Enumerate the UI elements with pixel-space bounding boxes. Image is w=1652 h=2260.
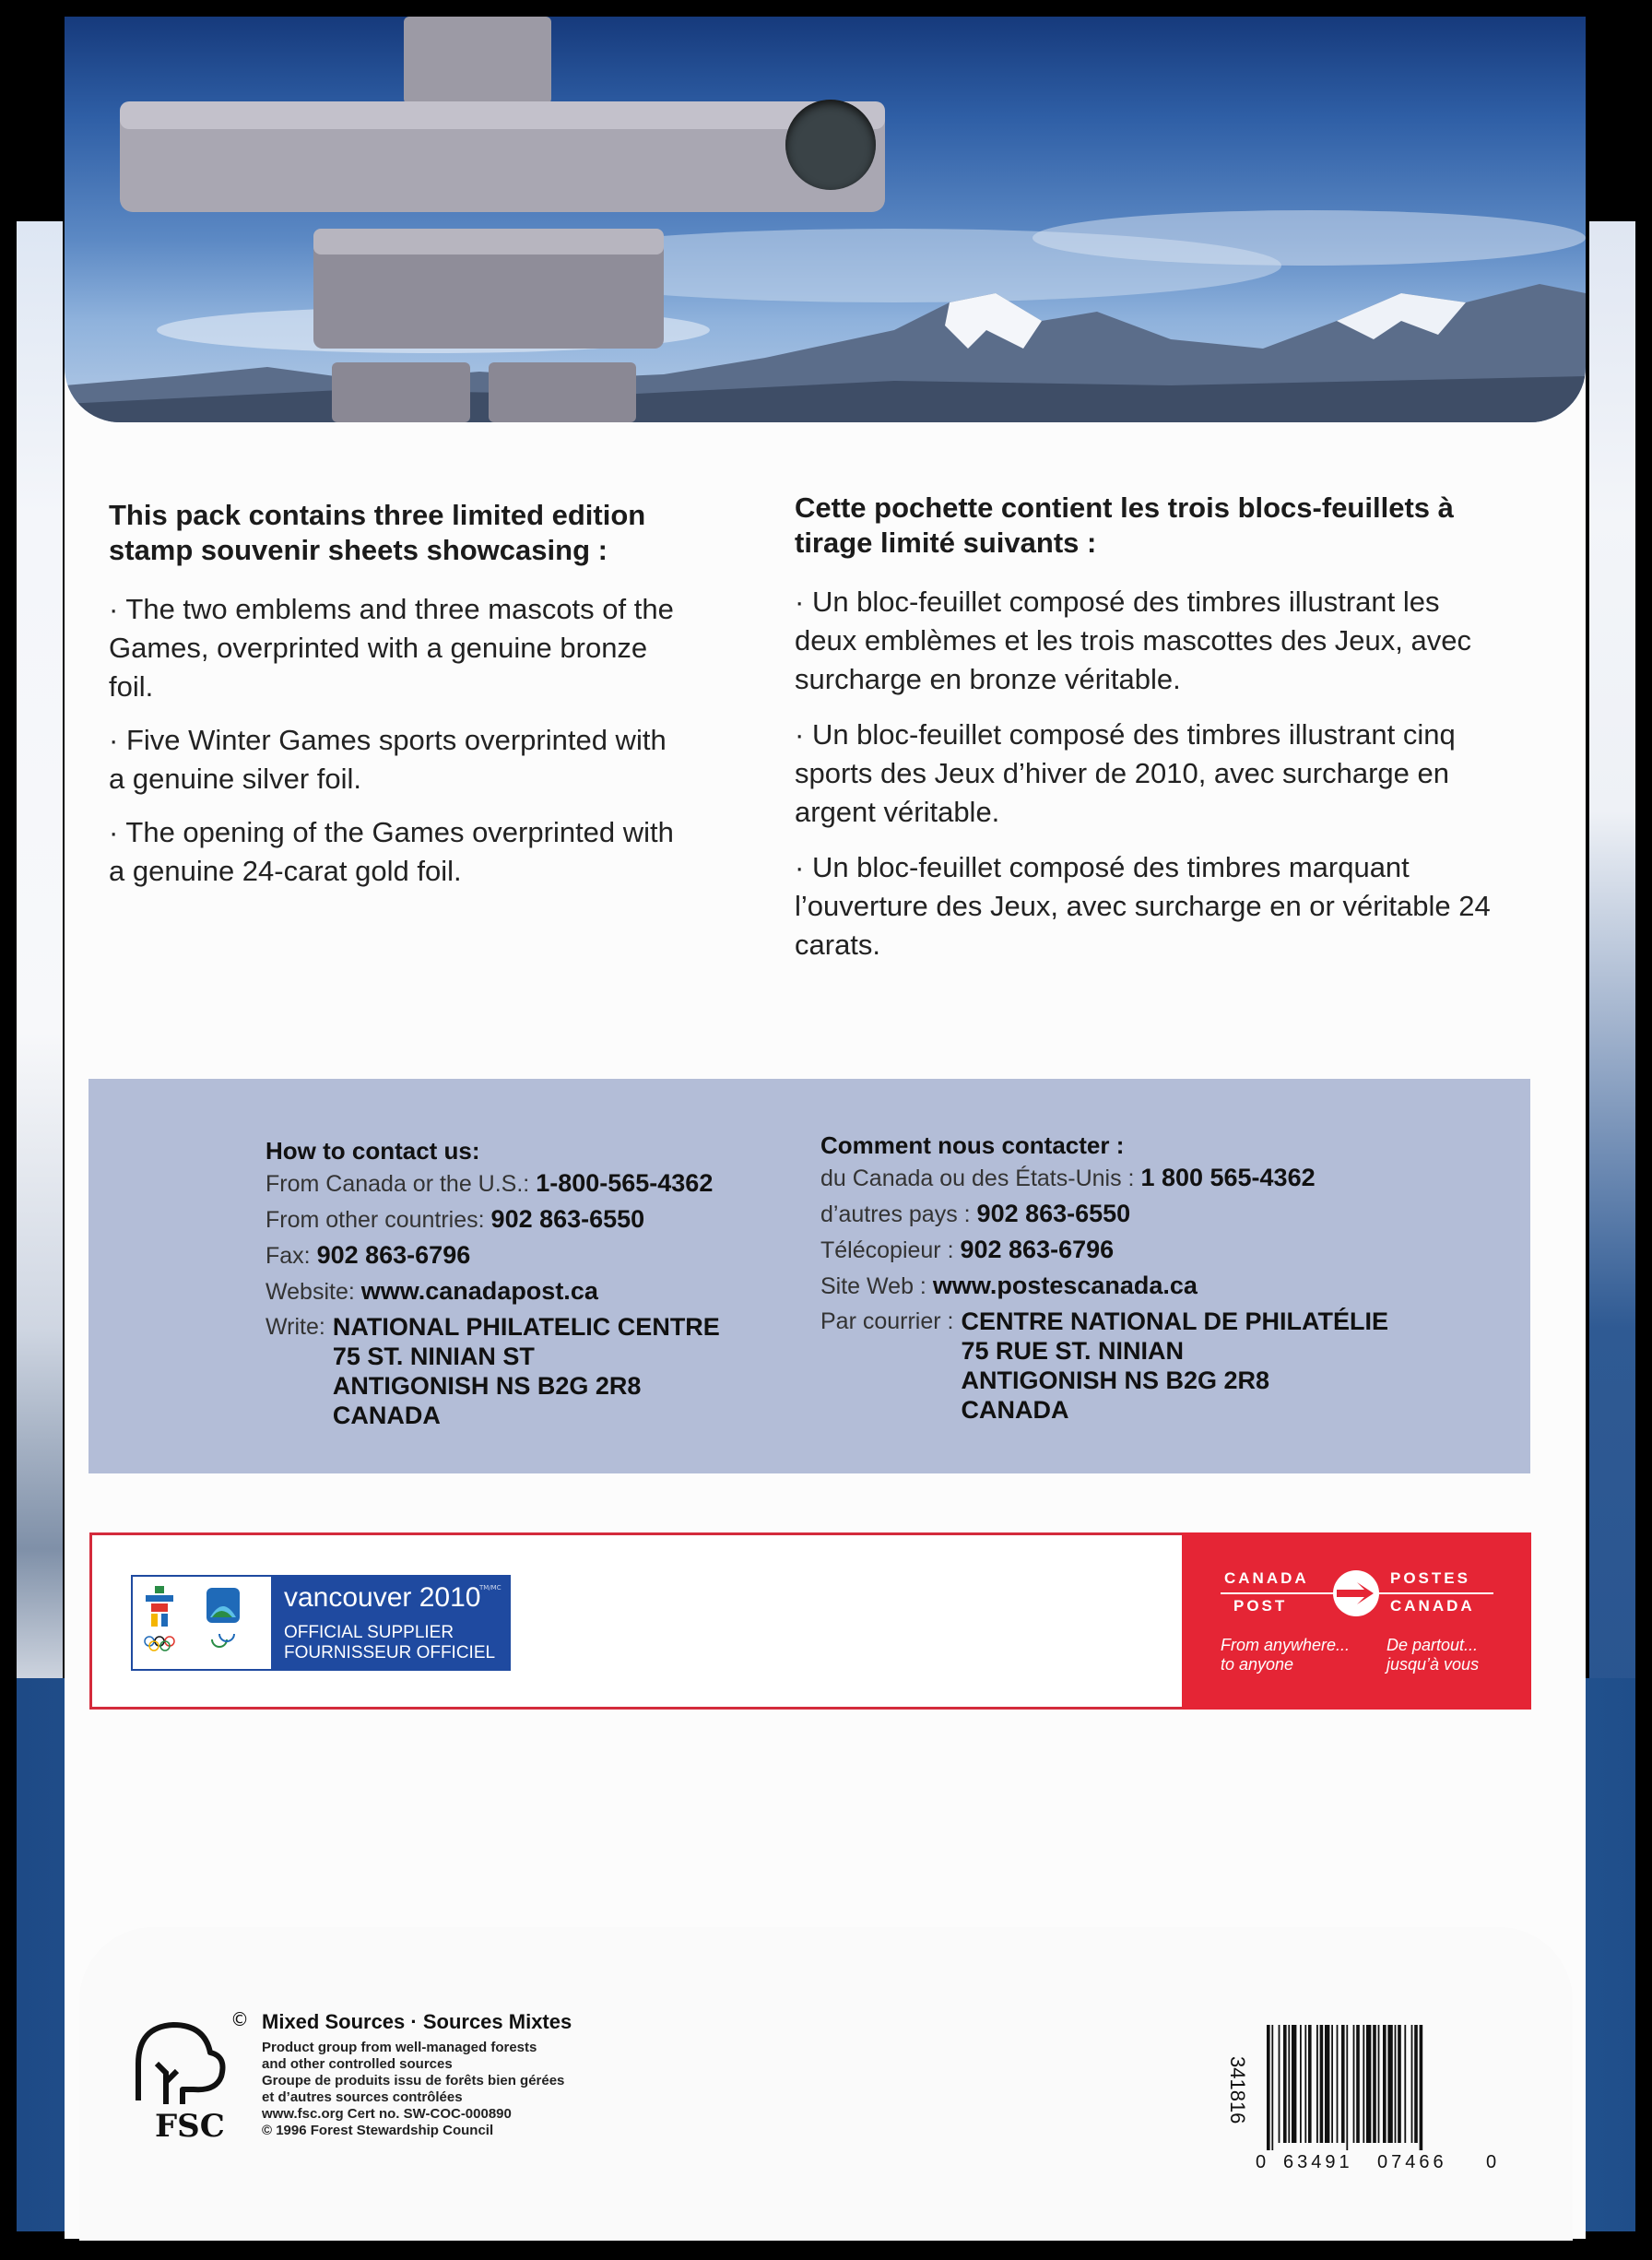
barcode-bar <box>1363 2025 1364 2143</box>
barcode-bar <box>1378 2025 1380 2143</box>
inukshuk-mountain-photo <box>65 17 1586 422</box>
canada-post-block <box>1182 1532 1531 1710</box>
barcode-bar <box>1414 2025 1418 2143</box>
slogan-french: De partout... jusqu’à vous <box>1386 1636 1480 1674</box>
barcode-bar <box>1300 2025 1302 2143</box>
barcode-bar <box>1292 2025 1296 2143</box>
fsc-line: Product group from well-managed forests <box>262 2040 537 2055</box>
contact-address: Write: NATIONAL PHILATELIC CENTRE 75 ST. NINIAN ST ANTIGONISH NS B2G 2R8 CANADA <box>266 1313 720 1429</box>
barcode-bar <box>1341 2025 1345 2143</box>
logo-postes: POSTES <box>1390 1569 1470 1587</box>
official-supplier: OFFICIAL SUPPLIER <box>284 1623 454 1642</box>
fsc-wordmark: FSC <box>155 2108 225 2145</box>
logo-canada-fr: CANADA <box>1390 1597 1475 1615</box>
background-strip-left <box>17 221 63 1697</box>
english-title: This pack contains three limited edition stamp souvenir sheets showcasing : <box>109 499 646 566</box>
vancouver-title: vancouver 2010 <box>284 1582 481 1613</box>
contact-phone-na-fr: du Canada ou des États-Unis : 1 800 565-4362 <box>820 1164 1316 1191</box>
barcode-bar <box>1288 2025 1290 2143</box>
barcode-bar <box>1356 2025 1360 2143</box>
fsc-line: and other controlled sources <box>262 2056 453 2072</box>
contact-address-fr: Par courrier : CENTRE NATIONAL DE PHILATÉLIE 75 RUE ST. NINIAN ANTIGONISH NS B2G 2R8 CANADA <box>820 1307 1388 1424</box>
barcode-bar <box>1420 2025 1423 2150</box>
vancouver-2010-logo <box>131 1575 511 1671</box>
contact-heading-fr: Comment nous contacter : <box>820 1131 1125 1159</box>
logo-post: POST <box>1233 1597 1288 1615</box>
header-photo <box>65 17 1586 422</box>
barcode-bar <box>1383 2025 1386 2143</box>
product-code-text: 341816 <box>1226 2056 1249 2124</box>
french-bullet-1: · Un bloc-feuillet composé des timbres illustrant les deux emblèmes et les trois mascottes des Jeux, avec surcharge en bronze véritable. <box>795 586 1471 695</box>
olympic-emblems <box>133 1577 262 1669</box>
barcode-bar <box>1373 2025 1376 2143</box>
barcode-bar <box>1366 2025 1371 2143</box>
barcode-digit-right: 0 <box>1486 2152 1497 2172</box>
product-code <box>1221 2056 1258 2167</box>
barcode-bar <box>1316 2025 1318 2143</box>
barcode-bar <box>1271 2025 1273 2150</box>
fsc-logo <box>120 2008 240 2147</box>
english-bullet-3: · The opening of the Games overprinted with a genuine 24-carat gold foil. <box>109 816 674 887</box>
english-bullet-1: · The two emblems and three mascots of the Games, overprinted with a genuine bronze foil. <box>109 593 674 703</box>
slogan-english: From anywhere... to anyone <box>1221 1636 1351 1674</box>
barcode-bar <box>1411 2025 1413 2143</box>
contact-phone-intl: From other countries: 902 863-6550 <box>266 1205 645 1233</box>
barcode-bar <box>1325 2025 1329 2143</box>
contact-english <box>266 1136 782 1430</box>
barcode-bar <box>1387 2025 1392 2143</box>
barcode-bar <box>1304 2025 1306 2143</box>
barcode-digits-1: 63491 <box>1283 2152 1353 2172</box>
barcode-bar <box>1337 2025 1339 2143</box>
french-bullet-2: · Un bloc-feuillet composé des timbres illustrant cinq sports des Jeux d’hiver de 2010, avec surcharge en argent véritable. <box>795 718 1456 828</box>
fsc-title: Mixed Sources · Sources Mixtes <box>262 2010 572 2033</box>
fournisseur-officiel: FOURNISSEUR OFFICIEL <box>284 1643 496 1662</box>
contact-fax: Fax: 902 863-6796 <box>266 1241 471 1269</box>
vancouver-blue-panel <box>271 1577 509 1669</box>
barcode-bar <box>1308 2025 1312 2143</box>
inukshuk-emblem-icon <box>133 1577 262 1669</box>
french-title: Cette pochette contient les trois blocs-feuillets à tirage limité suivants : <box>795 491 1454 559</box>
barcode-bar <box>1267 2025 1270 2150</box>
contact-website-fr[interactable]: Site Web : www.postescanada.ca <box>820 1272 1198 1299</box>
hang-hole <box>785 100 876 190</box>
barcode-digit-left: 0 <box>1256 2152 1267 2172</box>
barcode-bar <box>1398 2025 1401 2143</box>
barcode-bar <box>1279 2025 1280 2143</box>
fsc-line: et d’autres sources contrôlées <box>262 2089 463 2105</box>
fsc-line: Groupe de produits issu de forêts bien gérées <box>262 2073 565 2088</box>
canada-post-logo <box>1221 1568 1493 1619</box>
contact-french <box>820 1130 1392 1425</box>
contact-fax-fr: Télécopieur : 902 863-6796 <box>820 1236 1115 1263</box>
contact-phone-intl-fr: d’autres pays : 902 863-6550 <box>820 1200 1131 1227</box>
upc-barcode <box>1263 2025 1475 2150</box>
contact-phone-na: From Canada or the U.S.: 1-800-565-4362 <box>266 1169 714 1197</box>
french-bullet-3: · Un bloc-feuillet composé des timbres marquant l’ouverture des Jeux, avec surcharge en or véritable 24 carats. <box>795 851 1491 961</box>
fsc-text-block <box>262 2010 649 2139</box>
barcode-bar <box>1320 2025 1324 2143</box>
barcode-digits-2: 07466 <box>1377 2152 1447 2172</box>
contact-website[interactable]: Website: www.canadapost.ca <box>266 1277 598 1305</box>
fsc-line: www.fsc.org Cert no. SW-COC-000890 <box>262 2106 512 2122</box>
barcode-bar <box>1346 2025 1348 2150</box>
fsc-copyright: © <box>230 2008 249 2030</box>
english-bullet-2: · Five Winter Games sports overprinted with a genuine silver foil. <box>109 724 667 795</box>
vancouver-tm: TM/MC <box>479 1584 502 1591</box>
fsc-line: © 1996 Forest Stewardship Council <box>262 2123 494 2138</box>
barcode-bar <box>1283 2025 1287 2143</box>
logo-canada: CANADA <box>1224 1569 1309 1587</box>
barcode-bar <box>1331 2025 1333 2143</box>
barcode-bar <box>1353 2025 1355 2143</box>
contact-heading: How to contact us: <box>266 1137 480 1165</box>
background-strip-right <box>1589 221 1635 1697</box>
fsc-tree-icon <box>120 2008 240 2110</box>
barcode-bar <box>1404 2025 1406 2143</box>
barcode-bar <box>1395 2025 1397 2143</box>
canada-post-eagle-icon <box>1329 1569 1383 1617</box>
